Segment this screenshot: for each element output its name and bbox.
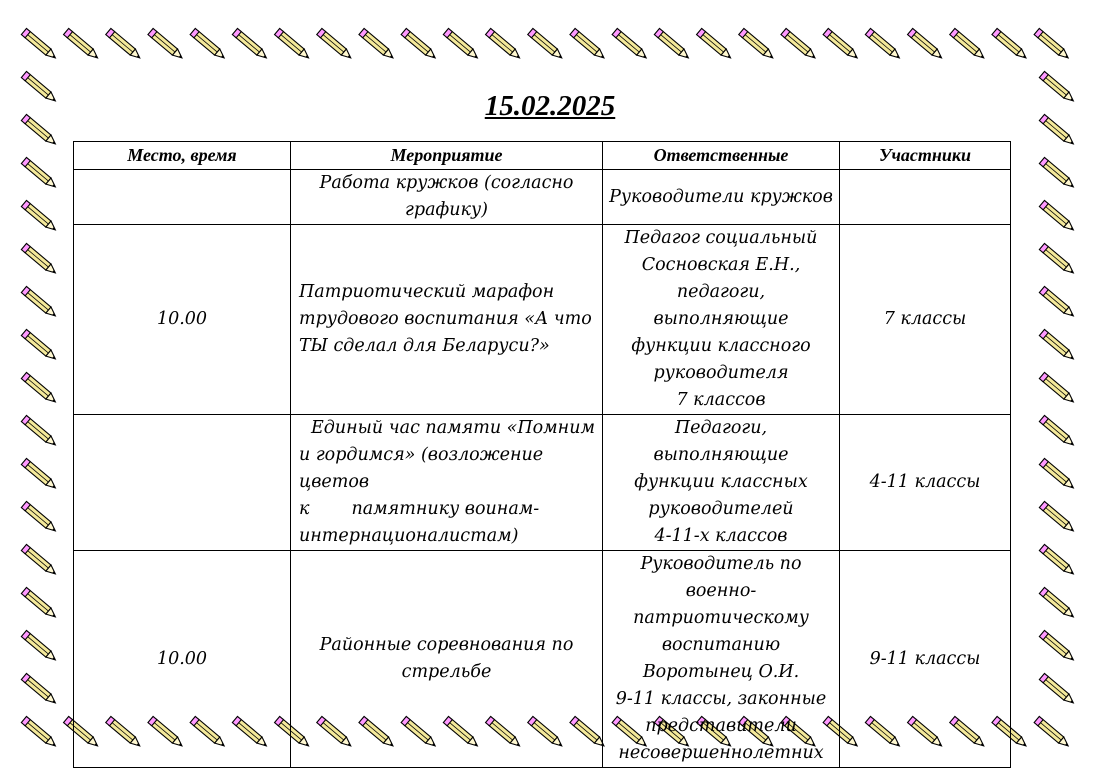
event-line-text: Единый час памяти «Помним: [311, 418, 595, 438]
pencil-icon: [1039, 329, 1076, 361]
pencil-icon: [106, 28, 143, 60]
pencil-icon: [1039, 673, 1076, 705]
pencil-icon: [1039, 587, 1076, 619]
participants-cell: [840, 170, 1011, 225]
responsible-line: руководителя: [653, 363, 789, 383]
event-line: и гордимся» (возложение цветов: [299, 445, 544, 492]
event-line: графику): [405, 200, 488, 220]
header-participants: Участники: [840, 142, 1011, 170]
responsible-cell: [603, 170, 840, 225]
table-row: [74, 170, 1011, 225]
pencil-icon: [21, 243, 58, 275]
responsible-line: 4-11-х классов: [654, 526, 788, 546]
responsible-line: педагоги, выполняющие: [653, 282, 789, 329]
pencil-icon: [1039, 200, 1076, 232]
responsible-cell: [603, 225, 840, 415]
pencil-icon: [317, 28, 354, 60]
time-cell: [74, 415, 291, 551]
responsible-line: Педагог социальный: [624, 228, 818, 248]
pencil-icon: [1039, 157, 1076, 189]
pencil-icon: [21, 630, 58, 662]
responsible-line: руководителей: [648, 499, 794, 519]
pencil-icon: [1039, 286, 1076, 318]
responsible-line: функции классных: [634, 472, 808, 492]
event-line: Патриотический марафон: [299, 282, 555, 302]
participants-cell: 4-11 классы: [840, 415, 1011, 551]
pencil-icon: [950, 28, 987, 60]
header-event: Мероприятие: [291, 142, 603, 170]
pencil-icon: [1039, 458, 1076, 490]
event-line: Работа кружков (согласно: [319, 173, 574, 193]
time-cell: 10.00: [74, 225, 291, 415]
pencil-icon: [21, 157, 58, 189]
pencil-icon: [654, 28, 691, 60]
responsible-cell: [603, 415, 840, 551]
event-line-text: памятнику воинам-: [351, 499, 540, 519]
pencil-icon: [21, 329, 58, 361]
participants-cell: 9-11 классы: [840, 551, 1011, 768]
pencil-icon: [64, 28, 101, 60]
pencil-icon: [232, 28, 269, 60]
page-title: 15.02.2025: [484, 90, 616, 122]
pencil-icon: [1034, 28, 1071, 60]
responsible-line: воспитанию: [661, 635, 781, 655]
pencil-icon: [21, 716, 58, 748]
time-cell: [74, 170, 291, 225]
pencil-icon: [612, 28, 649, 60]
responsible-line: Воротынец О.И.: [642, 662, 800, 682]
responsible-line: Руководители кружков: [609, 186, 833, 207]
responsible-cell: [603, 551, 840, 768]
time-cell: 10.00: [74, 551, 291, 768]
pencil-icon: [21, 415, 58, 447]
pencil-icon: [21, 673, 58, 705]
pencil-icon: [1039, 415, 1076, 447]
pencil-icon: [21, 544, 58, 576]
pencil-icon: [401, 28, 438, 60]
pencil-icon: [1039, 501, 1076, 533]
event-cell: [291, 170, 603, 225]
pencil-icon: [21, 200, 58, 232]
pencil-icon: [21, 587, 58, 619]
participants-cell: 7 классы: [840, 225, 1011, 415]
responsible-line: Педагоги, выполняющие: [653, 418, 789, 465]
table-header-row: [74, 142, 1011, 170]
pencil-icon: [908, 28, 945, 60]
event-line: интернационалистам): [299, 526, 519, 546]
event-line-text: к: [299, 499, 310, 519]
event-line: [299, 496, 598, 523]
responsible-line: 9-11 классы, законные: [615, 689, 827, 709]
event-cell: [291, 415, 603, 551]
pencil-icon: [443, 28, 480, 60]
pencil-icon: [1039, 243, 1076, 275]
pencil-icon: [21, 28, 58, 60]
pencil-icon: [739, 28, 776, 60]
pencil-icon: [1039, 630, 1076, 662]
table-row: [74, 225, 1011, 415]
pencil-icon: [359, 28, 396, 60]
pencil-icon: [992, 28, 1029, 60]
pencil-icon: [1039, 372, 1076, 404]
pencil-icon: [865, 28, 902, 60]
pencil-icon: [528, 28, 565, 60]
pencil-icon: [21, 501, 58, 533]
pencil-icon: [21, 372, 58, 404]
pencil-icon: [1034, 716, 1071, 748]
event-cell: [291, 551, 603, 768]
pencil-icon: [823, 28, 860, 60]
event-line: трудового воспитания «А что: [299, 309, 592, 329]
table-row: [74, 551, 1011, 768]
pencil-icon: [486, 28, 523, 60]
pencil-icon: [570, 28, 607, 60]
responsible-line: патриотическому: [633, 608, 809, 628]
pencil-icon: [781, 28, 818, 60]
responsible-line: Руководитель по военно-: [640, 554, 802, 601]
schedule-table: [73, 141, 1011, 768]
responsible-line: функции классного: [631, 336, 811, 356]
table-row: [74, 415, 1011, 551]
responsible-line: 7 классов: [676, 390, 766, 410]
header-place-time: Место, время: [74, 142, 291, 170]
pencil-icon: [697, 28, 734, 60]
pencil-icon: [21, 458, 58, 490]
pencil-icon: [148, 28, 185, 60]
responsible-line: Сосновская Е.Н.,: [641, 255, 801, 275]
pencil-icon: [275, 28, 312, 60]
responsible-line: несовершеннолетних: [618, 743, 824, 763]
event-line: Районные соревнования по: [319, 635, 574, 655]
header-responsible: Ответственные: [603, 142, 840, 170]
responsible-line: представители: [645, 716, 797, 736]
event-line: ТЫ сделал для Беларуси?»: [299, 336, 550, 356]
pencil-icon: [21, 286, 58, 318]
pencil-icon: [190, 28, 227, 60]
pencil-icon: [1039, 544, 1076, 576]
event-line: стрельбе: [401, 662, 492, 682]
event-line: [299, 415, 598, 442]
event-cell: [291, 225, 603, 415]
